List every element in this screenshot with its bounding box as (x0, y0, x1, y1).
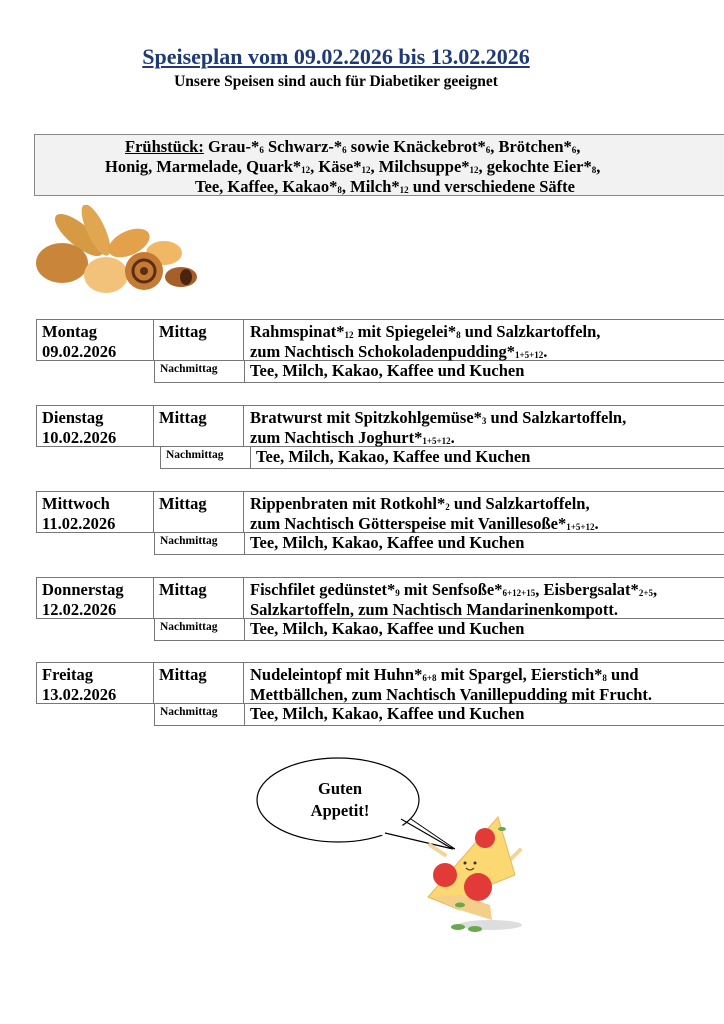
text-segment: , Käse* (310, 157, 362, 176)
text-segment: , (596, 157, 601, 176)
allergen-code: 6 (342, 145, 347, 155)
menu-line (250, 342, 724, 362)
afternoon-menu: Tee, Milch, Kakao, Kaffee und Kuchen (244, 703, 724, 726)
afternoon-label: Nachmittag (154, 532, 245, 555)
day-cell (36, 491, 154, 533)
afternoon-menu: Tee, Milch, Kakao, Kaffee und Kuchen (244, 532, 724, 555)
day-date: 09.02.2026 (42, 342, 117, 361)
lunch-label: Mittag (154, 405, 244, 447)
lunch-label: Mittag (154, 491, 244, 533)
text-segment: Salzkartoffeln, zum Nachtisch Mandarinenkompott. (250, 600, 619, 619)
menu-line (250, 494, 724, 514)
day-name: Freitag (42, 665, 94, 684)
menu-line (250, 665, 724, 685)
page-subtitle: Unsere Speisen sind auch für Diabetiker geeignet (174, 73, 498, 90)
allergen-code: 8 (456, 330, 461, 340)
allergen-code: 12 (344, 330, 354, 340)
day-table (36, 577, 724, 643)
day-date: 11.02.2026 (42, 514, 116, 533)
afternoon-menu: Tee, Milch, Kakao, Kaffee und Kuchen (244, 618, 724, 641)
menu-line (250, 685, 724, 705)
text-segment: Rippenbraten mit Rotkohl* (250, 494, 446, 513)
text-segment: , (576, 137, 581, 156)
breakfast-label: Frühstück: (125, 137, 204, 156)
bubble-text (258, 778, 422, 822)
text-segment: zum Nachtisch Schokoladenpudding* (250, 342, 515, 361)
afternoon-label: Nachmittag (154, 618, 245, 641)
text-segment: sowie Knäckebrot* (346, 137, 486, 156)
menu-line (250, 408, 724, 428)
day-table (36, 405, 724, 471)
page-title: Speiseplan vom 09.02.2026 bis 13.02.2026 (142, 44, 530, 69)
pizza-mascot-image (420, 815, 530, 940)
text-segment: Grau-* (203, 137, 260, 156)
afternoon-label: Nachmittag (154, 360, 245, 383)
allergen-code: 6 (485, 145, 491, 155)
text-segment: und Salzkartoffeln, (449, 494, 590, 513)
text-segment: , Milchsuppe* (370, 157, 470, 176)
allergen-code: 12 (399, 185, 409, 195)
lunch-label: Mittag (154, 319, 244, 361)
afternoon-menu: Tee, Milch, Kakao, Kaffee und Kuchen (244, 360, 724, 383)
allergen-code: 6+12+15 (502, 588, 536, 598)
text-segment: und Salzkartoffeln, (460, 322, 601, 341)
closing-line: Guten (317, 779, 362, 798)
text-segment: Fischfilet gedünstet* (250, 580, 396, 599)
text-segment: mit Spargel, Eierstich* (436, 665, 603, 684)
day-name: Donnerstag (42, 580, 124, 599)
text-segment: , (652, 580, 658, 599)
allergen-code: 12 (361, 165, 371, 175)
day-name: Dienstag (42, 408, 104, 427)
day-table (36, 662, 724, 728)
allergen-code: 8 (591, 165, 597, 175)
allergen-code: 8 (337, 185, 342, 195)
lunch-menu (244, 405, 724, 447)
text-segment: Rahmspinat* (250, 322, 345, 341)
day-date: 13.02.2026 (42, 685, 117, 704)
day-cell (36, 662, 154, 704)
allergen-code: 8 (602, 673, 607, 683)
allergen-code: 1+5+12 (566, 522, 595, 532)
breakfast-line (35, 177, 724, 197)
day-date: 12.02.2026 (42, 600, 117, 619)
allergen-code: 1+5+12 (422, 436, 451, 446)
menu-line (250, 428, 724, 448)
text-segment: und Salzkartoffeln, (486, 408, 627, 427)
text-segment: , gekochte Eier* (478, 157, 592, 176)
allergen-code: 6 (259, 145, 264, 155)
breakfast-box (34, 134, 724, 196)
afternoon-label: Nachmittag (154, 703, 245, 726)
allergen-code: 12 (301, 165, 311, 175)
text-segment: . (594, 514, 599, 533)
menu-line (250, 580, 724, 600)
allergen-code: 12 (469, 165, 479, 175)
lunch-menu (244, 662, 724, 704)
lunch-menu (244, 577, 724, 619)
text-segment: Nudeleintopf mit Huhn* (250, 665, 423, 684)
allergen-code: 3 (481, 416, 487, 426)
closing-line: Appetit! (310, 801, 370, 820)
day-table (36, 319, 724, 385)
text-segment: zum Nachtisch Joghurt* (250, 428, 423, 447)
text-segment: und verschiedene Säfte (408, 177, 575, 196)
day-table (36, 491, 724, 557)
breakfast-line (35, 157, 724, 177)
text-segment: , Eisbergsalat* (535, 580, 639, 599)
bread-image (34, 205, 199, 300)
text-segment: , Milch* (341, 177, 400, 196)
allergen-code: 9 (395, 588, 400, 598)
allergen-code: 6 (571, 145, 577, 155)
text-segment: Honig, Marmelade, Quark* (105, 157, 302, 176)
menu-line (250, 514, 724, 534)
day-date: 10.02.2026 (42, 428, 117, 447)
day-cell (36, 319, 154, 361)
text-segment: . (543, 342, 548, 361)
day-name: Mittwoch (42, 494, 110, 513)
menu-line (250, 600, 724, 620)
lunch-menu (244, 319, 724, 361)
afternoon-menu: Tee, Milch, Kakao, Kaffee und Kuchen (250, 446, 724, 469)
text-segment: Tee, Kaffee, Kakao* (195, 177, 338, 196)
afternoon-label: Nachmittag (160, 446, 251, 469)
allergen-code: 1+5+12 (515, 350, 544, 360)
text-segment: . (450, 428, 455, 447)
lunch-menu (244, 491, 724, 533)
lunch-label: Mittag (154, 662, 244, 704)
allergen-code: 6+8 (422, 673, 437, 683)
text-segment: und (606, 665, 639, 684)
menu-line (250, 322, 724, 342)
text-segment: Mettbällchen, zum Nachtisch Vanillepudding mit Frucht. (250, 685, 652, 704)
text-segment: Schwarz-* (263, 137, 343, 156)
text-segment: mit Senfsoße* (399, 580, 503, 599)
day-name: Montag (42, 322, 97, 341)
day-cell (36, 577, 154, 619)
allergen-code: 2+5 (638, 588, 653, 598)
text-segment: , Brötchen* (490, 137, 572, 156)
text-segment: mit Spiegelei* (353, 322, 457, 341)
text-segment: zum Nachtisch Götterspeise mit Vanillesoße* (250, 514, 567, 533)
day-cell (36, 405, 154, 447)
allergen-code: 2 (445, 502, 450, 512)
breakfast-line (35, 137, 724, 157)
text-segment: Bratwurst mit Spitzkohlgemüse* (250, 408, 482, 427)
lunch-label: Mittag (154, 577, 244, 619)
